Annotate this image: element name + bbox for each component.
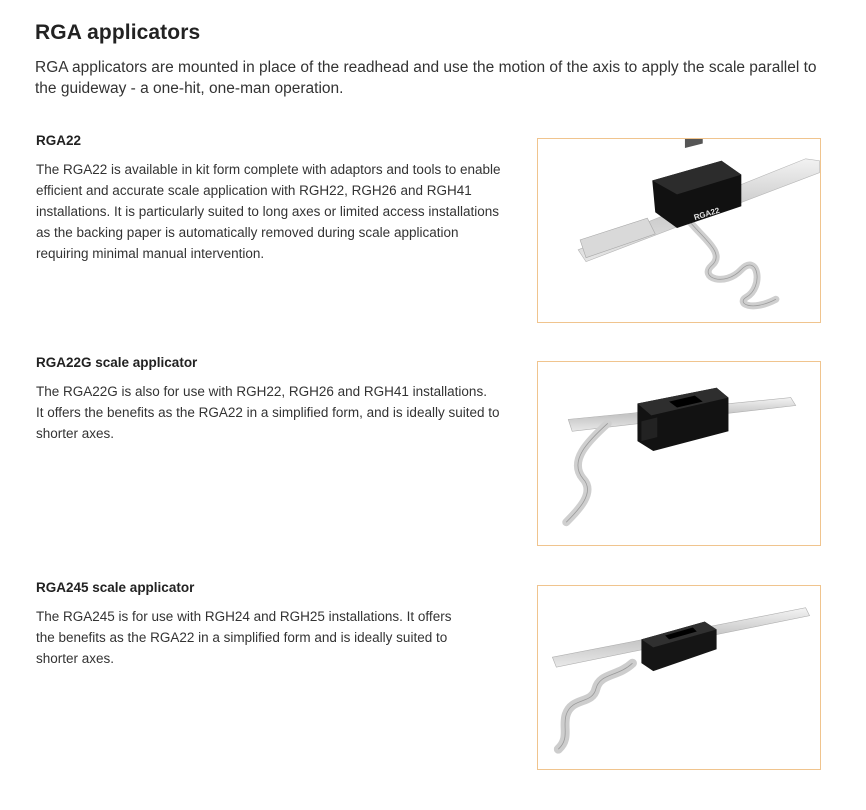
body-line: shorter axes. — [36, 651, 115, 666]
body-line: installations. It is particularly suited to long axes or limited access installations — [36, 204, 499, 219]
section-heading-rga245: RGA245 scale applicator — [36, 580, 195, 595]
body-line: The RGA22G is also for use with RGH22, RGH26 and RGH41 installations. — [36, 384, 487, 399]
body-line: the benefits as the RGA22 in a simplified form and is ideally suited to — [36, 630, 448, 645]
backing-paper — [558, 663, 632, 749]
section-body-rga245 — [36, 606, 451, 669]
rga22g-product-image — [537, 361, 821, 546]
backing-paper — [687, 218, 776, 306]
body-line: efficient and accurate scale application with RGH22, RGH26 and RGH41 — [36, 183, 472, 198]
rga22-applicator-illustration — [538, 139, 820, 322]
backing-paper — [566, 423, 608, 522]
rga245-applicator-illustration — [538, 586, 820, 769]
section-heading-rga22g: RGA22G scale applicator — [36, 355, 198, 370]
intro-paragraph: RGA applicators are mounted in place of the readhead and use the motion of the axis to apply the scale parallel to the guideway - a one-hit, one-man operation. — [35, 59, 817, 97]
body-line: shorter axes. — [36, 426, 115, 441]
section-body-rga22 — [36, 159, 501, 264]
applicator-window — [685, 139, 703, 148]
backing-paper-edge — [566, 423, 608, 522]
applicator-label: RGA22 — [692, 205, 721, 223]
body-line: as the backing paper is automatically removed during scale application — [36, 225, 459, 240]
body-line: The RGA245 is for use with RGH24 and RGH25 installations. It offers — [36, 609, 452, 624]
section-body-rga22g — [36, 381, 500, 444]
body-line: requiring minimal manual intervention. — [36, 246, 265, 261]
page-title: RGA applicators — [35, 21, 201, 44]
rga245-product-image — [537, 585, 821, 770]
body-line: It offers the benefits as the RGA22 in a simplified form, and is ideally suited to — [36, 405, 500, 420]
rga22g-applicator-illustration — [538, 362, 820, 545]
adaptor-plate — [580, 218, 655, 258]
rga22-product-image — [537, 138, 821, 323]
applicator-side — [641, 417, 657, 441]
section-heading-rga22: RGA22 — [36, 133, 82, 148]
body-line: The RGA22 is available in kit form complete with adaptors and tools to enable — [36, 162, 501, 177]
